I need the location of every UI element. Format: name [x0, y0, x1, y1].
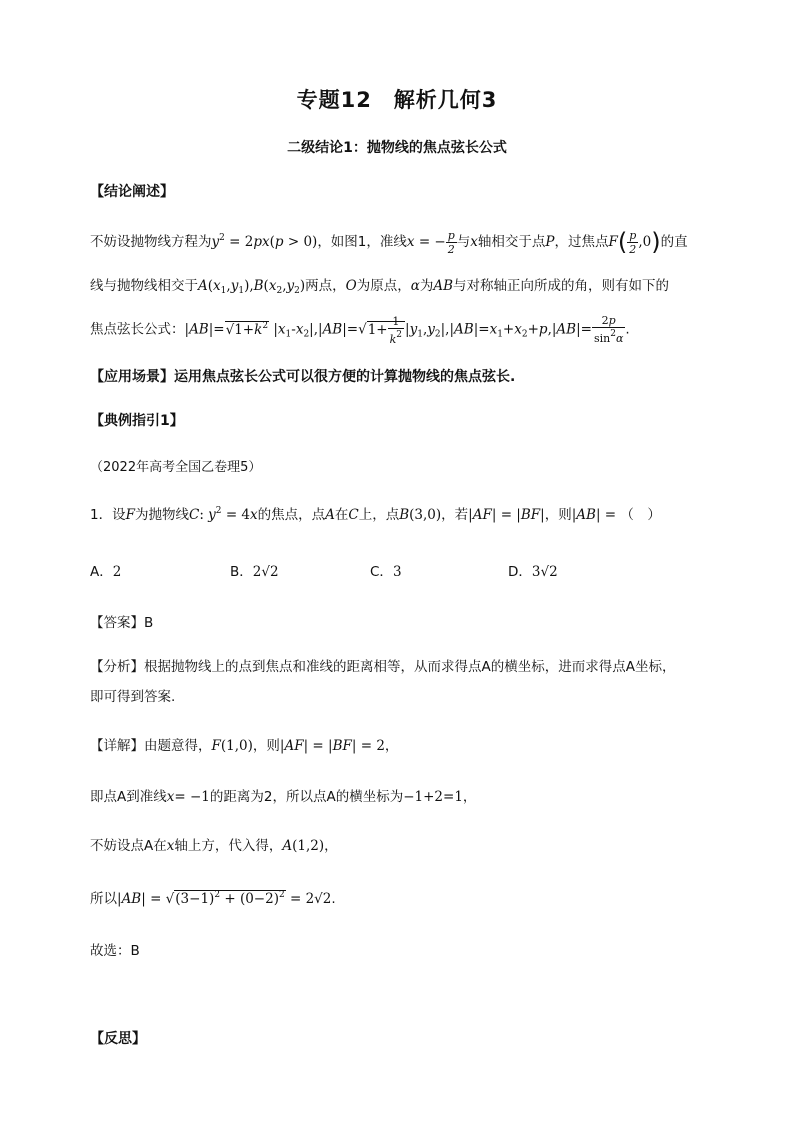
page-title: 专题12 解析几何3: [296, 88, 498, 112]
conclusion-line-2: 线与抛物线相交于$A(x_1,y_1),B(x_2,y_2)$两点，O为原点，α为AB与对称轴正向所成的角，则有如下的: [90, 278, 670, 296]
analysis-line-1: 【分析】根据抛物线上的点到焦点和准线的距离相等，从而求得点A的横坐标，进而求得点A坐标，: [90, 659, 676, 675]
detail-line-3: 不妨设点A在x轴上方，代入得，A(1,2)，: [90, 838, 338, 854]
option-c: C．3: [370, 564, 402, 580]
section-example: 【典例指引1】: [90, 413, 184, 429]
example-source: （2022年高考全国乙卷理5）: [90, 460, 262, 475]
option-d: D．3√2: [508, 564, 558, 580]
answer: [90, 611, 153, 631]
scenario-text: 运用焦点弦长公式可以很方便的计算抛物线的焦点弦长.: [174, 369, 516, 385]
answer-value: B: [144, 615, 154, 631]
detail-line-1: 【详解】由题意得，F(1,0)，则|AF| = |BF| = 2，: [90, 738, 399, 754]
choose-line: 故选：B: [90, 943, 140, 959]
option-b: B．2√2: [230, 564, 279, 580]
section-reflection: 【反思】: [90, 1031, 146, 1047]
question: 1．设F为抛物线C: $y^2 = 4x$的焦点，点A在C上，点B(3,0)，若|AF| = |BF|，则|AB| = （ ）: [90, 506, 661, 523]
answer-label: 【答案】: [90, 615, 144, 631]
conclusion-line-1: 不妨设抛物线方程为$y^2 = 2px(p > 0)$，如图1，准线x = − $\frac{p}{2}$ 与x轴相交于点P，过焦点F( $\frac{p}{2}$ ,0)的直: [90, 228, 688, 256]
scenario: [90, 366, 515, 386]
scenario-label: 【应用场景】: [90, 369, 174, 385]
detail-line-2: 即点A到准线x= −1的距离为2，所以点A的横坐标为−1+2=1，: [90, 789, 477, 805]
option-a: A．2: [90, 564, 122, 580]
analysis-line-2: 即可得到答案.: [90, 689, 176, 705]
detail-line-4: 所以$|AB| = √(3-1)^2 + (0-2)^2 = 2√2$.: [90, 890, 336, 907]
section-conclusion: 【结论阐述】: [90, 184, 174, 200]
page-subtitle: 二级结论1：抛物线的焦点弦长公式: [287, 140, 507, 156]
focal-chord-formulas: 焦点弦长公式：$|AB|=√1+k^2$ $|x_1-x_2|,|AB|=√1+$ $\frac{1}{k^2}$ $|y_1,y_2|,|AB|=x_1+x_2+p,|AB|=$ $\frac{2p}{\sin^2\alpha}$ .: [90, 314, 630, 346]
